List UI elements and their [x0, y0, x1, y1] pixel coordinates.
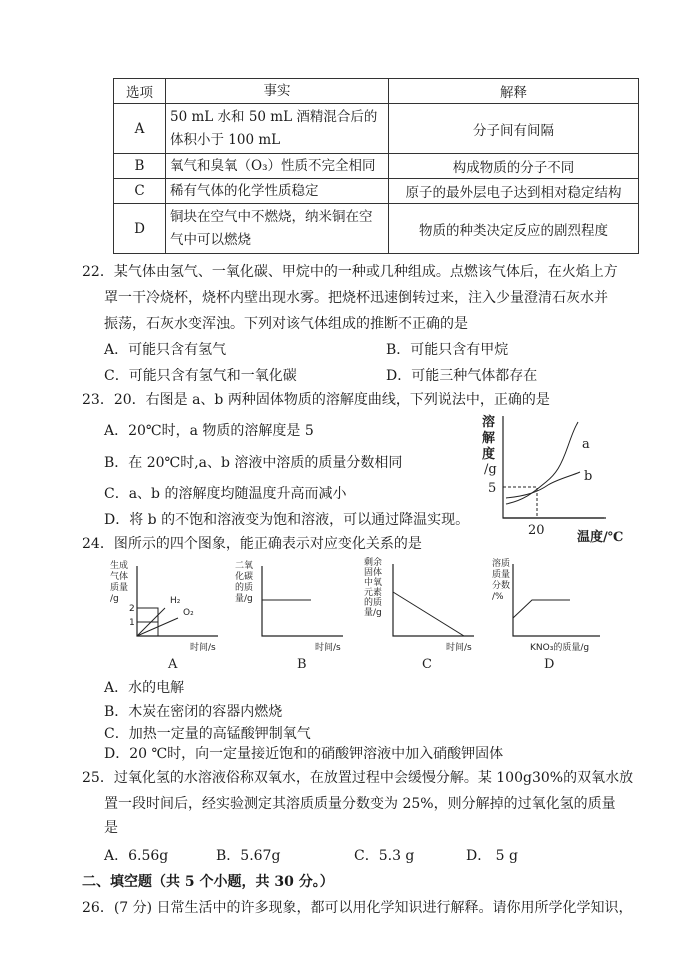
- tick-2: 2: [129, 604, 135, 614]
- graph-d: [492, 558, 612, 672]
- tick-1: 1: [129, 618, 135, 628]
- ylabel-char: 溶: [482, 415, 496, 430]
- graph-b: [235, 560, 355, 672]
- q24-stem: 24．图所示的四个图象，能正确表示对应变化关系的是: [82, 536, 422, 552]
- ylabel-unit: /g: [484, 462, 497, 477]
- ylabel-line: 生成: [110, 561, 129, 571]
- ylabel-line: 中氧: [364, 578, 383, 588]
- section-heading: 二、填空题（共 5 个小题，共 30 分。）: [82, 874, 334, 890]
- tick-y: 5: [488, 481, 497, 496]
- graph-letter: A: [168, 657, 178, 672]
- ylabel-line: 溶质: [492, 559, 511, 569]
- q22-line1: 22．某气体由氢气、一氧化碳、甲烷中的一种或几种组成。点燃该气体后，在火焰上方: [82, 264, 618, 280]
- ylabel-line: 分数: [492, 581, 511, 591]
- ylabel-line: /%: [492, 592, 504, 602]
- graph-c: [364, 556, 484, 672]
- xlabel: 温度/℃: [577, 530, 624, 545]
- q23-option-b: B．在 20℃时,a、b 溶液中溶质的质量分数相同: [104, 455, 403, 471]
- curve-a-label: a: [582, 437, 590, 452]
- table-row: [114, 179, 639, 204]
- graph-a: [110, 560, 230, 672]
- graph-letter: D: [544, 657, 555, 672]
- graph-axes: [262, 566, 343, 636]
- ylabel-line: 剩余: [364, 558, 383, 568]
- ylabel-line: 量/g: [364, 608, 382, 618]
- table-cell-fact: 铜块在空气中不燃烧，纳米铜在空气中可以燃烧: [166, 204, 389, 254]
- table-cell-option: A: [114, 104, 166, 154]
- q23-option-c: C．a、b 的溶解度均随温度升高而减小: [104, 486, 347, 502]
- xlabel: KNO₃的质量/g: [530, 643, 590, 653]
- table-cell-option: C: [114, 179, 166, 204]
- table-cell-explain: 原子的最外层电子达到相对稳定结构: [389, 179, 639, 204]
- xlabel: 时间/s: [446, 643, 472, 653]
- q22-option-b: B．可能只含有甲烷: [386, 342, 509, 358]
- ylabel-line: 固体: [364, 568, 383, 578]
- q24-option-b: B．木炭在密闭的容器内燃烧: [104, 704, 283, 720]
- q22-line2: 罩一干冷烧杯，烧杯内壁出现水雾。把烧杯迅速倒转过来，注入少量澄清石灰水并: [104, 290, 608, 306]
- h2-label: H₂: [170, 596, 181, 606]
- table-cell-option: B: [114, 154, 166, 179]
- q22-line3: 振荡，石灰水变浑浊。下列对该气体组成的推断不正确的是: [104, 316, 468, 332]
- q22-option-c: C．可能只含有氢气和一氧化碳: [104, 368, 297, 384]
- table-header-row: [114, 79, 639, 104]
- q24-option-d: D．20 ℃时，向一定量接近饱和的硝酸钾溶液中加入硝酸钾固体: [104, 746, 504, 762]
- table-cell-explain: 构成物质的分子不同: [389, 154, 639, 179]
- ylabel-char: 解: [482, 431, 496, 446]
- options-table: [113, 78, 639, 254]
- table-header: 解释: [389, 79, 639, 104]
- ylabel-line: 质量: [492, 570, 511, 580]
- q23-option-a: A．20℃时，a 物质的溶解度是 5: [104, 423, 314, 439]
- q25-line3: 是: [104, 820, 118, 836]
- q25-option-c: C．5.3 g: [354, 848, 415, 864]
- q24-option-c: C．加热一定量的高锰酸钾制氧气: [104, 726, 311, 742]
- line-kno3: [513, 600, 570, 618]
- q23-stem: 23．20．右图是 a、b 两种固体物质的溶解度曲线，下列说法中，正确的是: [82, 392, 550, 408]
- o2-label: O₂: [183, 608, 194, 618]
- tick-x: 20: [528, 523, 545, 538]
- xlabel: 时间/s: [190, 643, 216, 653]
- q23-option-d: D．将 b 的不饱和溶液变为饱和溶液，可以通过降温实现。: [104, 512, 470, 528]
- guide-lines: [503, 487, 537, 518]
- q25-option-a: A．6.56g: [104, 848, 169, 864]
- table-row: [114, 204, 639, 254]
- ylabel-line: 质量: [110, 583, 129, 593]
- graph-axes: [503, 416, 604, 518]
- graph-letter: C: [422, 657, 432, 672]
- curve-b-label: b: [584, 469, 593, 484]
- ylabel-line: 的质: [235, 583, 254, 593]
- graph-letter: B: [297, 657, 307, 672]
- ylabel-line: 二氧: [235, 561, 254, 571]
- solubility-graph: [476, 408, 636, 546]
- ylabel-line: 的质: [364, 598, 383, 608]
- xlabel: 时间/s: [315, 643, 341, 653]
- q25-line1: 25．过氧化氢的水溶液俗称双氧水，在放置过程中会缓慢分解。某 100g30%的双氧水放: [82, 770, 634, 786]
- curve-a: [506, 422, 578, 504]
- table-header: 事实: [166, 79, 389, 104]
- table-header: 选项: [114, 79, 166, 104]
- table-row: [114, 154, 639, 179]
- table-cell-fact: 氧气和臭氧（O₃）性质不完全相同: [166, 154, 389, 179]
- q24-option-a: A．水的电解: [104, 680, 185, 696]
- ylabel-char: 度: [482, 447, 496, 462]
- q22-option-d: D．可能三种气体都存在: [386, 368, 538, 384]
- ylabel-line: 元素: [364, 588, 383, 598]
- ylabel-line: 量/g: [235, 594, 253, 604]
- q26-line1: 26．(7 分) 日常生活中的许多现象，都可以用化学知识进行解释。请你用所学化学知识，: [82, 900, 633, 916]
- q22-option-a: A．可能只含有氢气: [104, 342, 227, 358]
- ylabel-line: /g: [110, 594, 119, 604]
- table-cell-fact: 50 mL 水和 50 mL 酒精混合后的体积小于 100 mL: [166, 104, 389, 154]
- table-cell-fact: 稀有气体的化学性质稳定: [166, 179, 389, 204]
- q25-option-b: B．5.67g: [216, 848, 281, 864]
- q25-line2: 置一段时间后，经实验测定其溶质质量分数变为 25%，则分解掉的过氧化氢的质量: [104, 796, 616, 812]
- table-cell-explain: 分子间有间隔: [389, 104, 639, 154]
- line-oxygen: [393, 592, 464, 636]
- ylabel-line: 气体: [110, 572, 129, 582]
- table-row: [114, 104, 639, 154]
- table-cell-option: D: [114, 204, 166, 254]
- q25-option-d: D． 5 g: [466, 848, 518, 864]
- table-cell-explain: 物质的种类决定反应的剧烈程度: [389, 204, 639, 254]
- ylabel-line: 化碳: [235, 572, 254, 582]
